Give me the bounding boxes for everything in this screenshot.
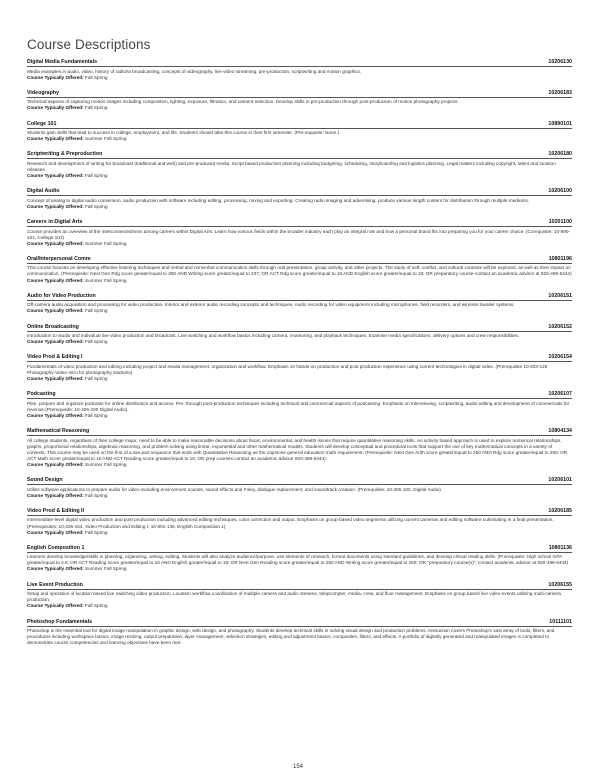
course-offered: [27, 173, 572, 179]
course-offered: [27, 105, 572, 111]
course-description: Photoshop is the essential tool for digital image manipulation in graphic design, web design, and photography. Students develop technical skills in solving visual design and production problems. Instruction covers Photoshop's vast array of tools, filters, and procedures including workspace basics, image resizing, output preparation, layer management, selection strategies, editing and adjustment basics, composites, filters, and effects. A portfolio of digitally generated and manipulated images is completed to demonstrate course competencies and learning objectives have been met.: [27, 628, 555, 646]
course-name: Podcasting: [27, 391, 56, 398]
course-number: 10890101: [548, 120, 572, 127]
course-offered: [27, 75, 572, 81]
course-number: 10206101: [548, 477, 572, 484]
course-header: [27, 391, 572, 399]
course-entry: [27, 256, 572, 284]
course-description: Technical aspects of capturing motion images including composition, lighting, exposure, filtration, and camera selection. Develop skills in pre-production through post-production of motion photography projects.: [27, 99, 459, 105]
course-offered-label: Course Typically Offered:: [27, 566, 84, 572]
course-number: 10804134: [548, 428, 572, 435]
course-offered-label: Course Typically Offered:: [27, 412, 84, 418]
course-description: Off-camera audio acquisition and processing for video production. Interior and exterior audio recording concepts and techniques. Audio recording for video equipment including microphones, field recorders, and wireless lavalier systems.: [27, 302, 515, 308]
course-offered: [27, 136, 572, 142]
course-number: 10201100: [548, 219, 572, 225]
course-offered-terms: Fall Spring: [85, 74, 108, 80]
course-offered-label: Course Typically Offered:: [27, 74, 84, 80]
course-offered-terms: Fall Spring: [85, 603, 108, 609]
course-description: Concept of analog to digital audio conversion, audio production with software including editing, processing, mixing and exporting. Creating radio imaging and advertising, produce various length content for distribution through multiple mediums.: [27, 197, 530, 203]
course-number: 10206151: [548, 292, 572, 299]
course-offered-terms: Fall Spring: [85, 339, 108, 345]
course-number: 10206155: [548, 581, 572, 588]
course-description: Utilize software applications to prepare audio for video including environment sounds, sound effects and Foley, dialogue replacement, and soundtrack creation. (Prerequisite: 10-206-100, Digital Audio): [27, 486, 441, 492]
course-number: 10206154: [548, 354, 572, 361]
course-offered-terms: Fall Spring: [85, 529, 108, 535]
course-offered-label: Course Typically Offered:: [27, 308, 84, 314]
page-title: Course Descriptions: [27, 37, 151, 52]
course-header: [27, 508, 572, 516]
course-offered-terms: Summer Fall Spring: [85, 461, 127, 467]
course-offered: [27, 241, 572, 247]
course-name: Photoshop Fundamentals: [27, 618, 93, 625]
course-name: Scriptwriting & Preproduction: [27, 151, 103, 158]
course-header: [27, 121, 572, 129]
course-number: 10206152: [548, 323, 572, 330]
course-offered: [27, 204, 572, 210]
course-offered-terms: Fall Spring: [85, 105, 108, 111]
course-offered-terms: Summer Fall Spring: [85, 136, 127, 142]
course-header: [27, 477, 572, 485]
course-entry: [27, 121, 572, 143]
course-header: [27, 428, 572, 436]
course-header: [27, 354, 572, 362]
course-number: 10206185: [548, 507, 572, 514]
course-offered-label: Course Typically Offered:: [27, 492, 84, 498]
course-entry: [27, 619, 572, 647]
course-entry: [27, 391, 572, 419]
course-entry: [27, 59, 572, 81]
course-offered: [27, 566, 572, 572]
course-entry: [27, 90, 572, 112]
course-entry: [27, 188, 572, 210]
course-number: 10111101: [549, 618, 572, 625]
course-header: [27, 619, 572, 627]
course-offered-label: Course Typically Offered:: [27, 203, 84, 209]
course-header: [27, 582, 572, 590]
course-offered-terms: Fall Spring: [85, 412, 108, 418]
course-header: [27, 90, 572, 98]
course-offered: [27, 493, 572, 499]
course-offered-terms: Fall Spring: [85, 173, 108, 179]
course-entry: [27, 545, 572, 573]
course-name: College 101: [27, 120, 57, 127]
course-header: [27, 59, 572, 67]
course-offered-terms: Fall Spring: [85, 308, 108, 314]
course-offered: [27, 462, 572, 468]
course-name: Careers in Digital Arts: [27, 219, 83, 225]
course-offered: [27, 530, 572, 536]
course-offered: [27, 376, 572, 382]
course-header: [27, 293, 572, 301]
course-header: [27, 151, 572, 159]
course-offered-terms: Summer Fall Spring: [85, 566, 127, 572]
course-name: Videography: [27, 89, 59, 96]
course-name: Oral/Interpersonal Comm: [27, 255, 91, 262]
course-number: 10801136: [548, 544, 572, 551]
course-description: Intermediate-level digital video production and post production including advanced editing techniques, color correction and output. Emphasis on group-based video segments utilizing current cameras and editing software culminating in a final presentation. (Prerequisites: 10-206-154, Video Production and Editing I; 10-801-136, English Composition 1): [27, 517, 554, 529]
course-offered: [27, 413, 572, 419]
course-offered-label: Course Typically Offered:: [27, 240, 84, 246]
course-number: 10206100: [548, 188, 572, 195]
course-entry: [27, 508, 572, 536]
course-name: Sound Design: [27, 477, 63, 484]
course-name: Video Prod & Editing II: [27, 507, 84, 514]
course-entry: [27, 324, 572, 346]
course-offered-terms: Summer Fall Spring: [85, 240, 127, 246]
course-entry: [27, 151, 572, 179]
course-description: Course provides an overview of the interconnectedness among careers within Digital Arts. Learn how various fields within the broader industry each play an integral role and how a personal brand fits into preparing you for your career choice. (Corequisite: 10-890-101, College 101): [27, 228, 571, 240]
course-offered-terms: Summer Fall Spring: [85, 277, 127, 283]
course-number: 10206180: [548, 151, 572, 158]
course-offered-label: Course Typically Offered:: [27, 136, 84, 142]
course-header: [27, 219, 572, 227]
course-description: Learners develop knowledge/skills in planning, organizing, writing, editing. Students will also analyze audience/purpose, use elements of research, format documents using standard guidelines, and develop critical reading skills. (Prerequisite: High school GPA greater/equal to 2.6; OR ACT Reading score greater/equal to 16 AND English greater/equal to 18; OR Next Gen Reading score greater/equal to 250 AND Writing score greater/equal to 260; OR "preparatory course(s)"; contact academic advisor at 920-498-5444): [27, 554, 569, 566]
course-entry: [27, 477, 572, 499]
course-offered-label: Course Typically Offered:: [27, 173, 84, 179]
course-offered-label: Course Typically Offered:: [27, 105, 84, 111]
course-offered-label: Course Typically Offered:: [27, 376, 84, 381]
course-header: [27, 324, 572, 332]
course-number: 10206183: [548, 89, 572, 96]
course-offered-terms: Fall Spring: [85, 376, 108, 381]
course-offered-terms: Fall Spring: [85, 492, 108, 498]
course-description: Research and development of writing for broadcast (traditional and web) and pre-produced media. Script based production planning including budgeting, scheduling, storyboarding and logistics planning. Legal matters including copyright, talent and location releases.: [27, 160, 556, 172]
course-number: 10206130: [548, 59, 572, 65]
course-offered: [27, 308, 572, 314]
course-description: Students gain skills that lead to success in college, employment, and life. Students should take this course in their first semester. (Pre-requisite: None.): [27, 130, 340, 136]
course-name: Audio for Video Production: [27, 292, 96, 299]
course-offered-terms: Fall Spring: [85, 203, 108, 209]
course-name: Mathematical Reasoning: [27, 428, 90, 435]
course-description: Plan, prepare and organize podcasts for online distribution and access. Pre- through post-production techniques including technical and commercial aspects of podcasting. Emphasis on interviewing, scriptwriting, audio editing and development of commercials for revenue.(Prerequisite: 10-206-100 Digital Audio).: [27, 400, 570, 412]
course-offered: [27, 278, 572, 284]
course-list: [27, 59, 572, 656]
course-offered-label: Course Typically Offered:: [27, 603, 84, 609]
course-entry: [27, 293, 572, 315]
course-name: Live Event Production: [27, 581, 83, 588]
course-offered: [27, 339, 572, 345]
course-description: Fundamentals of video production and editing including project and media management, organization and workflow. Emphasis on hands-on production and post production experience using current technologies in digital video. (Prerequisite 10-203-126 Photography-Video Intro for photography students): [27, 363, 548, 375]
course-description: Introduction to studio and individual live video production and broadcast. Live switching and workflow basics including camera, monitoring, and playback techniques. Examine media specifications, delivery options and crew responsibilities.: [27, 333, 520, 339]
course-offered: [27, 603, 572, 609]
course-entry: [27, 428, 572, 468]
course-header: [27, 188, 572, 196]
course-offered-label: Course Typically Offered:: [27, 339, 84, 345]
course-name: English Composition 1: [27, 544, 85, 551]
course-description: Setup and operation of location based live switching video production. Location workflow coordination of multiple camera and audio streams, teleprompter, media, crew, and floor management. Emphasis on group based live video events utilizing multi-camera production.: [27, 591, 561, 603]
course-header: [27, 545, 572, 553]
course-name: Video Prod & Editing I: [27, 354, 83, 361]
course-name: Online Broadcasting: [27, 323, 79, 330]
course-entry: [27, 582, 572, 610]
course-offered-label: Course Typically Offered:: [27, 529, 84, 535]
course-offered-label: Course Typically Offered:: [27, 461, 84, 467]
course-name: Digital Media Fundamentals: [27, 59, 98, 65]
course-header: [27, 256, 572, 264]
course-entry: [27, 219, 572, 247]
course-number: 10801196: [548, 255, 572, 262]
course-number: 10206107: [548, 391, 572, 398]
course-description: Media examples in audio, video, history of radio/tv broadcasting, concepts of videography, live video streaming, pre-production, scriptwriting and motion graphics.: [27, 68, 362, 74]
course-entry: [27, 354, 572, 382]
course-description: All college students, regardless of their college major, need to be able to make reasonable decisions about fiscal, environmental, and health issues that require quantitative reasoning skills. An activity based approach is used to explore numerical relationships, graphs, proportional relationships, algebraic reasoning, and problem solving using linear, exponential and other mathematical models. Students will develop conceptual and procedural tools that support the use of key mathematical concepts in a variety of contexts. This course may be used on the first of a two part sequence that ends with Quantitative Reasoning as the capstone general education math requirement. (Prerequisite: Next Gen Arith score greater/equal to 250 AND Rdg score greater/equal to 250; OR ACT Math score greater/equal to 15 AND ACT Reading score greater/equal to 16; OR prep courses contact an academic advisor 920-498-5444).: [27, 437, 568, 461]
course-description: This course focuses on developing effective listening techniques and verbal and nonverbal communication skills through oral presentation, group activity, and other projects. The study of self, conflict, and cultural contexts will be explored, as well as their impact on communication. (Prerequisite: Next Gen Rdg score greater/equal to 250 AND Writing score greater/equal to 237; OR ACT Rdg score greater/equal to 16 AND English score greater/equal to 18; OR preparatory course-contact an academic advisor at 920-498-5444): [27, 265, 572, 277]
page-number: 154: [293, 764, 304, 770]
course-name: Digital Audio: [27, 188, 60, 195]
course-offered-label: Course Typically Offered:: [27, 277, 84, 283]
